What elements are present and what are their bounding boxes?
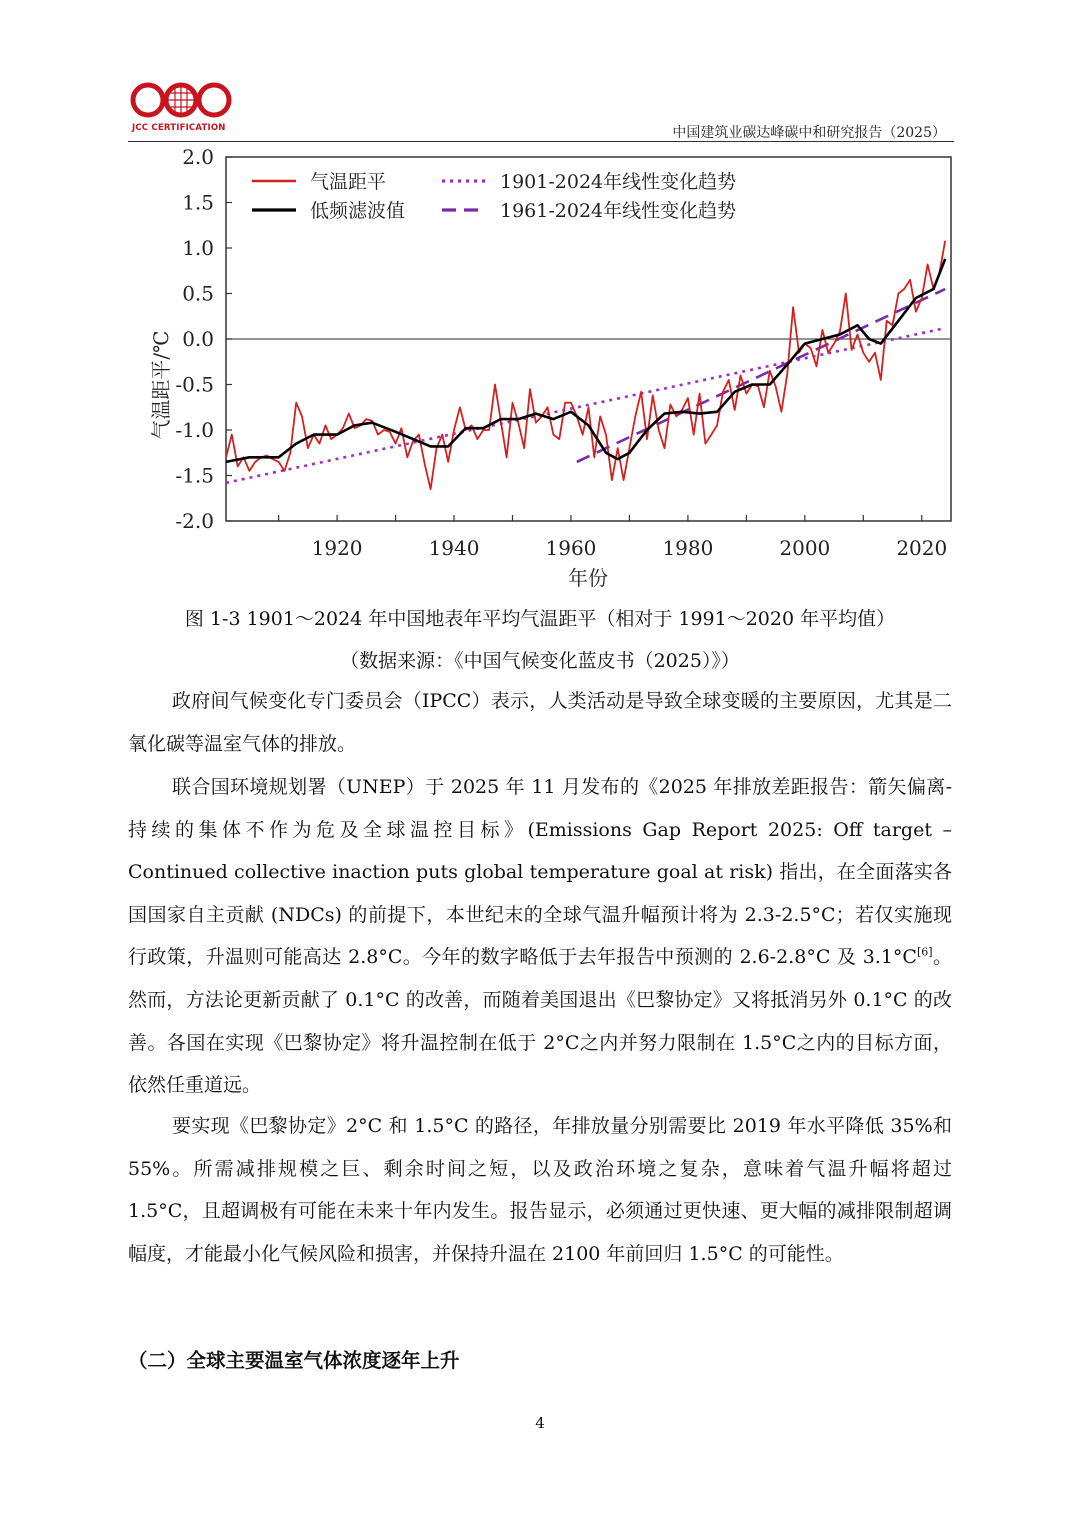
y-tick-label: 2.0 [182,145,214,169]
paragraph-unep-part2: 。然而，方法论更新贡献了 0.1°C 的改善，而随着美国退出《巴黎协定》又将抵消另外 0.1°C 的改善。各国在实现《巴黎协定》将升温控制在低于 2°C之内并努力限制在 1.5°C之内的目标方面，依然任重道远。 [128,946,952,1097]
series-layer [226,241,945,489]
y-tick-label: 1.0 [182,236,214,260]
citation-ref: [6] [916,946,933,960]
y-tick-label: -0.5 [175,372,214,397]
legend-label: 气温距平 [310,171,387,193]
y-axis [175,145,232,533]
legend-label: 1961-2024年线性变化趋势 [500,200,737,222]
x-tick-label: 1920 [311,536,363,560]
x-tick-label: 2020 [896,536,948,560]
figure-caption: 图 1-3 1901～2024 年中国地表年平均气温距平（相对于 1991～2020 年平均值） [184,608,896,630]
report-title: 中国建筑业碳达峰碳中和研究报告（2025） [672,125,946,141]
series-anomaly-line [226,241,945,489]
y-tick-label: -1.5 [175,463,214,488]
y-tick-label: -2.0 [175,509,214,533]
page-number: 4 [535,1414,545,1432]
x-axis-label: 年份 [568,566,608,590]
logo-text: JCC CERTIFICATION [132,123,226,133]
legend-label: 1901-2024年线性变化趋势 [500,171,737,193]
paragraph-paris-pathway: 要实现《巴黎协定》2°C 和 1.5°C 的路径，年排放量分别需要比 2019 年水平降低 35%和 55%。所需减排规模之巨、剩余时间之短，以及政治环境之复杂，意味着气温升幅将超过 1.5°C，且超调极有可能在未来十年内发生。报告显示，必须通过更快速、更大幅的减排限制超调幅度，才能最小化气候风险和损害，并保持升温在 2100 年前回归 1.5°C 的可能性。 [128,1115,952,1265]
x-tick-label: 1980 [662,536,714,560]
y-tick-label: 0.5 [182,281,214,306]
header-divider [128,141,954,142]
series-trend-1901-line [226,328,945,483]
paragraph-ipcc: 政府间气候变化专门委员会（IPCC）表示，人类活动是导致全球变暖的主要原因，尤其是二氧化碳等温室气体的排放。 [128,690,952,755]
series-lowpass-line [226,259,945,462]
x-tick-label: 1940 [428,536,480,560]
x-tick-label: 2000 [779,536,831,560]
paragraph-unep [128,766,952,1107]
paragraph-unep-part1: 联合国环境规划署（UNEP）于 2025 年 11 月发布的《2025 年排放差距报告：箭矢偏离-持续的集体不作为危及全球温控目标》(Emissions Gap Report 2025: Off target – Continued collective inaction puts global temperature goal at risk) 指出，在全面落实各国国家自主贡献 (NDCs) 的前提下，本世纪末的全球气温升幅预计将为 2.3-2.5°C；若仅实施现行政策，升温则可能高达 2.8°C。今年的数字略低于去年报告中预测的 2.6-2.8°C 及 3.1°C [128,776,952,969]
chart-legend [252,171,736,222]
temperature-anomaly-chart [130,145,960,595]
x-tick-label: 1960 [545,536,597,560]
legend-label: 低频滤波值 [310,200,406,222]
figure-source: （数据来源：《中国气候变化蓝皮书（2025）》） [340,650,740,672]
y-axis-label: 气温距平/℃ [149,330,173,440]
section-heading: （二）全球主要温室气体浓度逐年上升 [128,1349,460,1372]
y-tick-label: -1.0 [175,418,214,442]
y-tick-label: 0.0 [182,327,214,351]
y-tick-label: 1.5 [182,190,214,215]
